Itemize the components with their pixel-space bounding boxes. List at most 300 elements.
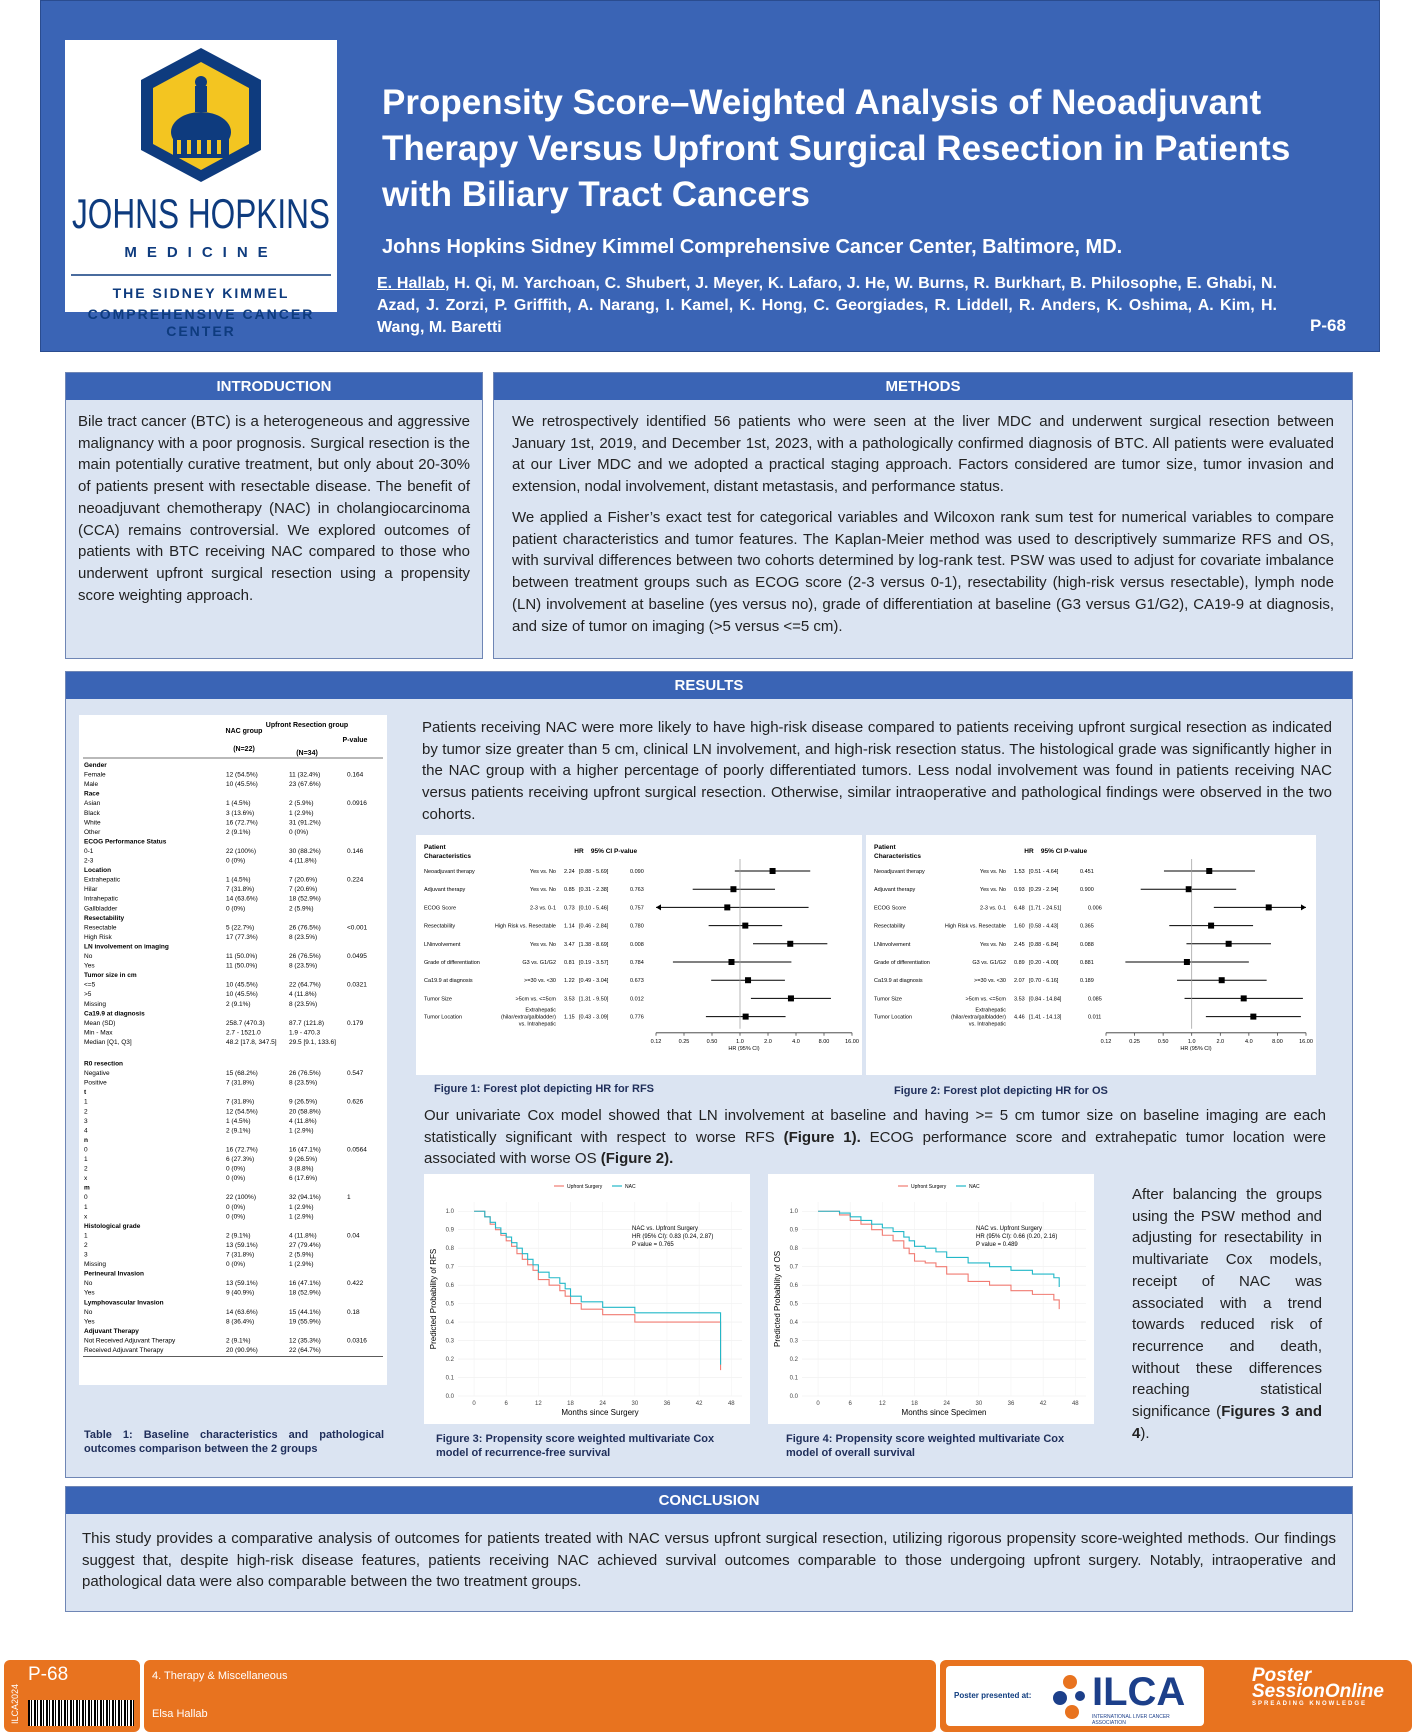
forest-row-comparison: High Risk vs. Resectable xyxy=(944,923,1006,930)
km-annotation: P value = 0.765 xyxy=(632,1242,674,1248)
km-ytick-label: 0.4 xyxy=(445,1320,454,1327)
table-cell-upfront: 8 (23.5%) xyxy=(289,1079,318,1087)
forest-row-pvalue: 0.189 xyxy=(1080,978,1094,985)
table-cell-upfront: 1 (2.9%) xyxy=(289,1261,314,1269)
table-cell-label: 0 xyxy=(84,1194,88,1202)
table-cell-label: Not Received Adjuvant Therapy xyxy=(84,1337,176,1345)
km-xtick-label: 48 xyxy=(1071,1401,1079,1407)
table-cell-nac: 7 (31.8%) xyxy=(226,886,255,894)
forest-row-hr: 0.89 xyxy=(1014,960,1025,966)
table-cell-upfront: 22 (64.7%) xyxy=(289,981,321,989)
table-cell-label: Tumor size in cm xyxy=(84,972,137,980)
table-cell-label: x xyxy=(84,1213,88,1221)
km-xtick-label: 30 xyxy=(631,1401,639,1407)
table-cell-upfront: 26 (76.5%) xyxy=(289,953,321,960)
pso-line1: Poster xyxy=(1252,1665,1312,1686)
table-cell-upfront: 4 (11.8%) xyxy=(289,1232,317,1240)
forest-row-comparison: Extrahepatic xyxy=(975,1007,1006,1014)
barcode-icon xyxy=(28,1700,134,1726)
table-cell-nac: 17 (77.3%) xyxy=(226,933,258,941)
forest-row-label: Adjuvant therapy xyxy=(424,887,466,894)
results-paragraph-1: Patients receiving NAC were more likely to have high-risk disease compared to patients receiving upfront surgical resection as indicated by tumor size greater than 5 cm, clinical LN involvement, and high-risk resection status. The histological grade was significantly higher in the NAC group with a higher percentage of poorly differentiated tumors. Less nodal involvement was found in patients receiving NAC versus patients receiving upfront surgical resection. Otherwise, similar intraoperative and pathological findings were observed in the two cohorts. xyxy=(422,719,1332,823)
table-cell-nac: 13 (59.1%) xyxy=(226,1241,258,1249)
forest-row-comparison: Yes vs. No xyxy=(979,887,1006,894)
forest-row-ci: [0.19 - 3.57] xyxy=(579,960,609,966)
results-p3-text: After balancing the groups using the PSW method and adjusting for resectability in multivariate Cox models, receipt of NAC was associated with a trend towards reduced risk of recurrence and death, without these differences reaching statistical significance ( xyxy=(1132,1186,1322,1421)
table-cell-label: Yes xyxy=(84,962,95,970)
forest-row-comparison: G3 vs. G1/G2 xyxy=(522,960,556,966)
forest-row-pvalue: 0.763 xyxy=(630,887,644,894)
table-cell-label: Mean (SD) xyxy=(84,1019,116,1027)
forest-row-hr: 6.48 xyxy=(1014,905,1025,912)
km-ytick-label: 0.0 xyxy=(445,1394,454,1400)
km-xaxis-label: Months since Surgery xyxy=(561,1408,639,1417)
figure-3-caption: Figure 3: Propensity score weighted multivariate Cox model of recurrence-free survival xyxy=(436,1433,715,1459)
table-cell-label: ECOG Performance Status xyxy=(84,838,167,846)
table-cell-label: R0 resection xyxy=(84,1060,124,1068)
results-paragraph-2 xyxy=(424,1105,1326,1170)
table-cell-nac: 22 (100%) xyxy=(226,1194,256,1202)
forest-hr-marker xyxy=(788,995,794,1001)
lead-author: E. Hallab xyxy=(377,275,445,292)
table-cell-label: Gender xyxy=(84,762,107,769)
table-cell-upfront: 9 (26.5%) xyxy=(289,1098,318,1106)
table-cell-nac: 10 (45.5%) xyxy=(226,991,258,999)
table-cell-upfront: 30 (88.2%) xyxy=(289,847,321,855)
table-cell-label: m xyxy=(84,1184,90,1192)
forest-row-pvalue: 0.881 xyxy=(1080,960,1094,966)
forest-hr-marker xyxy=(745,977,751,983)
forest-row-label: Tumor Location xyxy=(424,1014,463,1021)
km-legend-label: Upfront Surgery xyxy=(911,1184,947,1190)
forest-tick-label: 1.0 xyxy=(736,1038,744,1045)
km-xtick-label: 30 xyxy=(975,1401,983,1407)
table-cell-pvalue: 0.0495 xyxy=(347,953,367,960)
table-cell-nac: 16 (72.7%) xyxy=(226,819,258,827)
forest-header-hr: HR xyxy=(574,848,584,855)
forest-row-hr: 2.07 xyxy=(1014,978,1025,985)
results-p3-end: ). xyxy=(1140,1424,1150,1442)
logo-line4: COMPREHENSIVE CANCER xyxy=(87,306,315,322)
table-cell-pvalue: 0.179 xyxy=(347,1019,364,1027)
table-cell-nac: 12 (54.5%) xyxy=(226,771,258,779)
forest-row-label: Ca19.9 at diagnosis xyxy=(874,978,923,985)
table-cell-label: No xyxy=(84,953,93,960)
km-ytick-label: 0.6 xyxy=(789,1283,798,1290)
table-cell-nac: 2 (9.1%) xyxy=(226,1337,251,1345)
forest-row-ci: [0.70 - 6.16] xyxy=(1029,978,1059,985)
figure-4-caption: Figure 4: Propensity score weighted multivariate Cox model of overall survival xyxy=(786,1433,1065,1459)
ilca-logo-icon xyxy=(1050,1672,1090,1720)
table-cell-upfront: 16 (47.1%) xyxy=(289,1146,321,1154)
forest-row-ci: [0.31 - 2.38] xyxy=(579,887,609,894)
conclusion-text: This study provides a comparative analysis of outcomes for patients treated with NAC versus upfront surgical resection, utilizing rigorous propensity score-weighted methods. Our findings suggest that, despite high-risk disease features, patients receiving NAC achieved survival outcomes comparable to those undergoing upfront surgery. Notably, intraoperative and pathological data were also comparable between the two treatment groups. xyxy=(82,1530,1336,1591)
table-cell-nac: 48.2 [17.8, 347.5] xyxy=(226,1038,277,1046)
forest-header-hr: HR xyxy=(1024,848,1034,855)
table-cell-upfront: 0 (0%) xyxy=(289,828,309,836)
forest-hr-marker xyxy=(724,904,730,910)
forest-row-hr: 1.60 xyxy=(1014,923,1025,930)
forest-row-label: LNinvolvement xyxy=(874,941,911,948)
table-subheader-nac: (N=22) xyxy=(233,746,255,753)
forest-row-label: ECOG Score xyxy=(424,905,457,912)
table-cell-nac: 1 (4.5%) xyxy=(226,800,251,808)
km-ytick-label: 1.0 xyxy=(445,1209,454,1216)
forest-header-patient: Patient xyxy=(424,844,446,851)
poster-id: P-68 xyxy=(1310,316,1346,335)
table-cell-upfront: 18 (52.9%) xyxy=(289,1289,321,1297)
author-list xyxy=(377,273,1277,339)
forest-row-ci: [1.38 - 8.69] xyxy=(579,941,609,948)
table-cell-pvalue: 0.0316 xyxy=(347,1337,367,1345)
forest-tick-label: 8.00 xyxy=(818,1038,830,1045)
table-cell-upfront: 1.9 - 470.3 xyxy=(289,1029,321,1037)
table-cell-nac: 7 (31.8%) xyxy=(226,1079,255,1087)
table-cell-nac: 16 (72.7%) xyxy=(226,1146,258,1154)
table-cell-label: 2 xyxy=(84,1165,88,1173)
table-cell-pvalue: 0.0321 xyxy=(347,981,367,989)
table-cell-upfront: 8 (23.5%) xyxy=(289,962,318,970)
km-annotation: P value = 0.489 xyxy=(976,1242,1018,1248)
table-cell-label: Ca19.9 at diagnosis xyxy=(84,1010,145,1018)
forest-row-comparison: >=30 vs. <30 xyxy=(524,978,556,985)
forest-header-ci: 95% CI P-value xyxy=(1040,848,1088,855)
forest-hr-marker xyxy=(728,959,734,965)
forest-row-ci: [0.58 - 4.43] xyxy=(1029,923,1059,930)
km-ytick-label: 0.6 xyxy=(445,1283,454,1290)
footer-id-block xyxy=(4,1660,140,1732)
forest-row-pvalue: 0.784 xyxy=(630,960,644,966)
table-cell-label: 2 xyxy=(84,1241,88,1249)
methods-paragraph-1: We retrospectively identified 56 patients who were seen at the liver MDC and underwent surgical resection between January 1st, 2019, and December 1st, 2023, with a pathologically confirmed diagnosis of BTC. All patients were evaluated at our Liver MDC and we adopted a practical staging approach. Factors considered are tumor size, tumor invasion and extension, nodal involvement, distant metastasis, and performance status. xyxy=(512,413,1334,496)
table-cell-nac: 10 (45.5%) xyxy=(226,781,258,789)
table-cell-upfront: 7 (20.6%) xyxy=(289,876,318,884)
forest-row-comparison: Yes vs. No xyxy=(979,941,1006,948)
km-annotation: NAC vs. Upfront Surgery xyxy=(976,1226,1043,1232)
km-ytick-label: 0.4 xyxy=(789,1320,798,1327)
forest-row-pvalue: 0.006 xyxy=(1088,905,1102,912)
table-cell-label: Lymphovascular Invasion xyxy=(84,1299,164,1307)
table-cell-pvalue: 0.0564 xyxy=(347,1146,367,1154)
forest-row-comparison: High Risk vs. Resectable xyxy=(494,923,556,930)
km-legend-label: Upfront Surgery xyxy=(567,1184,603,1190)
km-xtick-label: 12 xyxy=(535,1401,542,1407)
forest-axis-label: HR (95% CI) xyxy=(1180,1045,1212,1052)
table-cell-nac: 258.7 (470.3) xyxy=(226,1019,265,1027)
forest-row-hr: 0.73 xyxy=(564,905,575,912)
forest-row-ci: [1.41 - 14.13] xyxy=(1029,1014,1062,1021)
table-cell-upfront: 15 (44.1%) xyxy=(289,1308,321,1316)
pso-subtitle: SPREADING KNOWLEDGE xyxy=(1252,1701,1368,1707)
forest-row-hr: 3.53 xyxy=(564,996,575,1003)
forest-tick-label: 1.0 xyxy=(1187,1038,1196,1045)
forest-hr-marker xyxy=(1219,977,1225,983)
km-xtick-label: 6 xyxy=(504,1401,508,1407)
km-xtick-label: 42 xyxy=(1039,1401,1047,1407)
table-cell-label: Perineural Invasion xyxy=(84,1270,144,1278)
table-subheader-upfront: (N=34) xyxy=(296,750,318,757)
co-authors: , H. Qi, M. Yarchoan, C. Shubert, J. Meyer, K. Lafaro, J. He, W. Burns, R. Burkhart, B. Philosophe, E. Ghabi, N. Azad, J. Zorzi, P. Griffith, A. Narang, I. Kamel, K. Hong, C. Georgiades, R. Liddell, R. Anders, K. Oshima, A. Kim, H. Wang, M. Baretti xyxy=(377,275,1278,336)
forest-hr-marker xyxy=(1226,941,1232,947)
km-ytick-label: 0.1 xyxy=(789,1375,798,1382)
table-cell-upfront: 6 (17.6%) xyxy=(289,1175,318,1183)
km-ytick-label: 0.9 xyxy=(789,1227,798,1234)
table-cell-label: Negative xyxy=(84,1070,110,1078)
forest-row-label: Tumor Location xyxy=(874,1014,913,1021)
forest-tick-label: 16.00 xyxy=(845,1038,859,1045)
forest-row-hr: 2.45 xyxy=(1014,941,1025,948)
logo-line1: JOHNS HOPKINS xyxy=(72,190,330,237)
forest-row-ci: [0.10 - 5.46] xyxy=(579,905,609,912)
forest-row-comparison: (hilar/extra/galbladder) xyxy=(950,1014,1006,1021)
forest-row-ci: [1.31 - 9.50] xyxy=(579,996,609,1003)
table-cell-label: 2 xyxy=(84,1108,88,1116)
table-cell-upfront: 1 (2.9%) xyxy=(289,1127,314,1135)
forest-row-pvalue: 0.011 xyxy=(1088,1014,1102,1021)
results-heading: RESULTS xyxy=(66,672,1352,699)
forest-hr-marker xyxy=(1184,959,1190,965)
forest-tick-label: 16.00 xyxy=(1299,1038,1313,1045)
footer-info-block xyxy=(144,1660,936,1732)
forest-row-pvalue: 0.900 xyxy=(1080,887,1094,894)
forest-row-comparison: Yes vs. No xyxy=(979,869,1006,875)
table-cell-nac: 13 (59.1%) xyxy=(226,1280,258,1288)
introduction-heading: INTRODUCTION xyxy=(66,373,482,400)
results-paragraph-3 xyxy=(1132,1184,1322,1444)
forest-row-label: ECOG Score xyxy=(874,905,907,912)
forest-hr-marker xyxy=(1186,886,1192,892)
table-cell-nac: 7 (31.8%) xyxy=(226,1098,255,1106)
km-xtick-label: 12 xyxy=(879,1401,886,1407)
forest-row-pvalue: 0.090 xyxy=(630,869,644,875)
table-cell-nac: 11 (50.0%) xyxy=(226,962,258,970)
km-curve-nac xyxy=(818,1211,1059,1287)
forest-row-ci: [0.84 - 14.84] xyxy=(1029,996,1062,1003)
results-panel xyxy=(65,671,1353,1478)
table-cell-label: Asian xyxy=(84,800,101,808)
introduction-text: Bile tract cancer (BTC) is a heterogeneous and aggressive malignancy with a poor prognosis. Surgical resection is the main potentially curative treatment, but only about 20-30% of patients present with resectable disease. The benefit of neoadjuvant chemotherapy (NAC) in cholangiocarcinoma (CCA) remains controversial. We explored outcomes of patients with BTC receiving NAC compared to those who underwent upfront surgical resection using a propensity score weighting approach. xyxy=(78,413,470,604)
table-cell-nac: 20 (90.9%) xyxy=(226,1347,258,1354)
table-cell-upfront: 26 (76.5%) xyxy=(289,1070,321,1078)
forest-hr-marker xyxy=(1266,904,1272,910)
table-cell-nac: 0 (0%) xyxy=(226,1175,246,1183)
table-cell-upfront: 7 (20.6%) xyxy=(289,886,318,894)
table-cell-label: Intrahepatic xyxy=(84,895,118,903)
table-cell-nac: 11 (50.0%) xyxy=(226,953,258,960)
table-cell-label: 0-1 xyxy=(84,847,94,855)
forest-hr-marker xyxy=(1250,1014,1256,1020)
km-yaxis-label: Predicted Probability of RFS xyxy=(429,1248,438,1350)
table-cell-label: High Risk xyxy=(84,933,112,941)
table-cell-label: Extrahepatic xyxy=(84,876,121,884)
table-cell-pvalue: 1 xyxy=(347,1194,351,1202)
table-cell-nac: 3 (13.6%) xyxy=(226,809,255,817)
forest-row-pvalue: 0.085 xyxy=(1088,996,1102,1003)
ilca-subtitle: INTERNATIONAL LIVER CANCER ASSOCIATION xyxy=(1092,1714,1170,1726)
forest-row-pvalue: 0.008 xyxy=(630,941,644,948)
footer xyxy=(0,1660,1417,1732)
table-cell-label: 1 xyxy=(84,1098,88,1106)
km-xtick-label: 48 xyxy=(727,1401,735,1407)
forest-row-pvalue: 0.776 xyxy=(630,1014,644,1021)
table-cell-label: White xyxy=(84,819,101,827)
km-ytick-label: 0.2 xyxy=(789,1357,798,1364)
table-cell-upfront: 4 (11.8%) xyxy=(289,991,317,999)
poster-title: Propensity Score–Weighted Analysis of Neoadjuvant Therapy Versus Upfront Surgical Resection in Patients with Biliary Tract Cancers xyxy=(382,83,1291,214)
table-cell-upfront: 2 (5.9%) xyxy=(289,905,314,913)
forest-row-comparison: G3 vs. G1/G2 xyxy=(972,960,1006,966)
forest-row-label: Tumor Size xyxy=(874,996,902,1003)
forest-row-comparison: Yes vs. No xyxy=(529,941,556,948)
table-cell-upfront: 2 (5.9%) xyxy=(289,1251,314,1259)
forest-row-ci: [0.46 - 2.84] xyxy=(579,923,609,930)
table-cell-upfront: 26 (76.5%) xyxy=(289,924,321,932)
table-cell-upfront: 31 (91.2%) xyxy=(289,819,321,827)
footer-year-code: ILCA2024 xyxy=(10,1683,20,1724)
table-cell-nac: 2 (9.1%) xyxy=(226,1000,251,1008)
forest-row-comparison: >5cm vs. <=5cm xyxy=(515,996,556,1003)
table-cell-upfront: 8 (23.5%) xyxy=(289,933,318,941)
forest-row-hr: 0.93 xyxy=(1014,887,1025,894)
forest-hr-marker xyxy=(770,868,776,874)
table-1 xyxy=(79,715,387,1385)
table-cell-nac: 2 (9.1%) xyxy=(226,1127,251,1135)
km-xtick-label: 36 xyxy=(663,1401,671,1407)
km-ytick-label: 0.2 xyxy=(445,1357,454,1364)
forest-plot-os xyxy=(866,835,1316,1075)
table-cell-upfront: 1 (2.9%) xyxy=(289,1213,314,1221)
table-cell-nac: 14 (63.6%) xyxy=(226,895,258,903)
forest-axis-label: HR (95% CI) xyxy=(728,1045,760,1052)
logo-line2: MEDICINE xyxy=(124,244,278,261)
table-cell-pvalue: 0.18 xyxy=(347,1308,360,1316)
table-cell-nac: 0 (0%) xyxy=(226,905,246,913)
table-cell-nac: 6 (27.3%) xyxy=(226,1156,255,1163)
forest-hr-marker xyxy=(1206,868,1212,874)
table-cell-nac: 1 (4.5%) xyxy=(226,1117,251,1125)
table-cell-label: LN involvement on imaging xyxy=(84,943,169,951)
forest-row-hr: 1.22 xyxy=(564,978,575,985)
forest-row-ci: [0.88 - 5.69] xyxy=(579,869,609,875)
pso-line2: SessionOnline xyxy=(1252,1681,1384,1702)
table-cell-nac: 12 (54.5%) xyxy=(226,1108,258,1116)
results-p2-text-2: ECOG performance score and extrahepatic tumor location were associated with worse OS xyxy=(424,1128,1326,1168)
forest-row-pvalue: 0.012 xyxy=(630,996,644,1003)
km-ytick-label: 0.3 xyxy=(789,1338,798,1345)
table-1-caption: Table 1: Baseline characteristics and pathological outcomes comparison between the 2 groups xyxy=(84,1429,384,1455)
forest-row-pvalue: 0.365 xyxy=(1080,923,1094,930)
table-cell-label: Resectability xyxy=(84,914,125,922)
table-cell-nac: 14 (63.6%) xyxy=(226,1308,258,1316)
km-ytick-label: 0.1 xyxy=(445,1375,454,1382)
forest-row-label: LNinvolvement xyxy=(424,941,461,948)
footer-logo-block xyxy=(940,1660,1412,1732)
table-cell-nac: 2 (9.1%) xyxy=(226,1232,251,1240)
forest-row-hr: 3.47 xyxy=(564,941,575,948)
forest-row-comparison: 2-3 vs. 0-1 xyxy=(530,905,556,912)
table-cell-label: 3 xyxy=(84,1117,88,1125)
table-cell-label: Yes xyxy=(84,1318,95,1326)
forest-row-comparison: Yes vs. No xyxy=(529,887,556,894)
forest-row-pvalue: 0.780 xyxy=(630,923,644,930)
results-p2-text: Our univariate Cox model showed that LN involvement at baseline and having >= 5 cm tumor size on baseline imaging are each statistically significant with respect to worse RFS xyxy=(424,1107,1326,1146)
table-cell-label: Location xyxy=(84,867,112,875)
forest-hr-marker xyxy=(1208,923,1214,929)
forest-row-label: Tumor Size xyxy=(424,996,452,1003)
km-plot-rfs xyxy=(424,1174,750,1424)
table-cell-label: Median [Q1, Q3] xyxy=(84,1038,132,1046)
table-cell-nac: 0 (0%) xyxy=(226,1203,246,1211)
table-cell-label: Female xyxy=(84,771,106,779)
km-xaxis-label: Months since Specimen xyxy=(901,1408,987,1417)
forest-row-label: Neoadjuvant therapy xyxy=(874,869,925,875)
km-xtick-label: 18 xyxy=(567,1401,574,1407)
forest-row-ci: [0.51 - 4.64] xyxy=(1029,869,1059,875)
table-cell-label: Yes xyxy=(84,1289,95,1297)
table-cell-pvalue: 0.422 xyxy=(347,1280,364,1288)
forest-header-characteristics: Characteristics xyxy=(874,853,921,860)
km-annotation: HR (95% CI): 0.83 (0.24, 2.87) xyxy=(632,1234,714,1240)
table-cell-pvalue: <0.001 xyxy=(347,924,368,932)
forest-row-ci: [0.43 - 3.09] xyxy=(579,1014,609,1021)
forest-hr-marker xyxy=(730,886,736,892)
km-xtick-label: 36 xyxy=(1007,1401,1015,1407)
forest-row-label: Grade of differentiation xyxy=(424,960,480,966)
forest-row-ci: [0.49 - 3.04] xyxy=(579,978,609,985)
forest-row-comparison: vs. Intrahepatic xyxy=(968,1021,1006,1028)
ilca-box xyxy=(946,1666,1204,1726)
forest-row-comparison: 2-3 vs. 0-1 xyxy=(980,905,1006,912)
table-cell-label: Resectable xyxy=(84,924,117,932)
table-cell-nac: 0 (0%) xyxy=(226,1261,246,1269)
table-cell-label: Male xyxy=(84,781,99,789)
table-cell-nac: 5 (22.7%) xyxy=(226,924,255,932)
forest-row-pvalue: 0.451 xyxy=(1080,869,1094,875)
table-header-upfront: Upfront Resection group xyxy=(265,722,349,729)
table-cell-upfront: 32 (94.1%) xyxy=(289,1194,321,1202)
table-cell-label: 3 xyxy=(84,1251,88,1259)
table-cell-upfront: 23 (67.6%) xyxy=(289,781,321,789)
table-cell-pvalue: 0.04 xyxy=(347,1232,360,1240)
forest-tick-label: 0.12 xyxy=(650,1038,662,1045)
forest-tick-label: 2.0 xyxy=(1216,1038,1225,1045)
forest-tick-label: 0.12 xyxy=(1100,1038,1112,1045)
logo-line3: THE SIDNEY KIMMEL xyxy=(112,285,290,301)
table-cell-nac: 9 (40.9%) xyxy=(226,1289,255,1297)
forest-row-hr: 1.14 xyxy=(564,923,575,930)
results-p2-fig1-ref: (Figure 1). xyxy=(783,1128,861,1146)
table-cell-label: 1 xyxy=(84,1203,88,1211)
km-xtick-label: 24 xyxy=(599,1401,607,1407)
table-cell-label: Histological grade xyxy=(84,1222,141,1230)
forest-hr-marker xyxy=(1241,995,1247,1001)
table-cell-upfront: 4 (11.8%) xyxy=(289,1117,317,1125)
table-cell-label: 1 xyxy=(84,1156,88,1163)
table-cell-upfront: 1 (2.9%) xyxy=(289,1203,314,1211)
forest-row-label: Adjuvant therapy xyxy=(874,887,916,894)
forest-row-comparison: >5cm vs. <=5cm xyxy=(965,996,1006,1003)
km-ytick-label: 0.5 xyxy=(445,1301,454,1308)
table-cell-label: Adjuvant Therapy xyxy=(84,1327,139,1335)
km-legend-label: NAC xyxy=(625,1184,636,1190)
km-ytick-label: 0.3 xyxy=(445,1338,454,1345)
forest-row-hr: 1.53 xyxy=(1014,869,1025,875)
table-cell-nac: 0 (0%) xyxy=(226,857,246,865)
table-cell-nac: 22 (100%) xyxy=(226,847,256,855)
forest-row-comparison: vs. Intrahepatic xyxy=(518,1021,556,1028)
km-ytick-label: 0.0 xyxy=(789,1394,798,1400)
table-cell-label: Missing xyxy=(84,1261,107,1269)
